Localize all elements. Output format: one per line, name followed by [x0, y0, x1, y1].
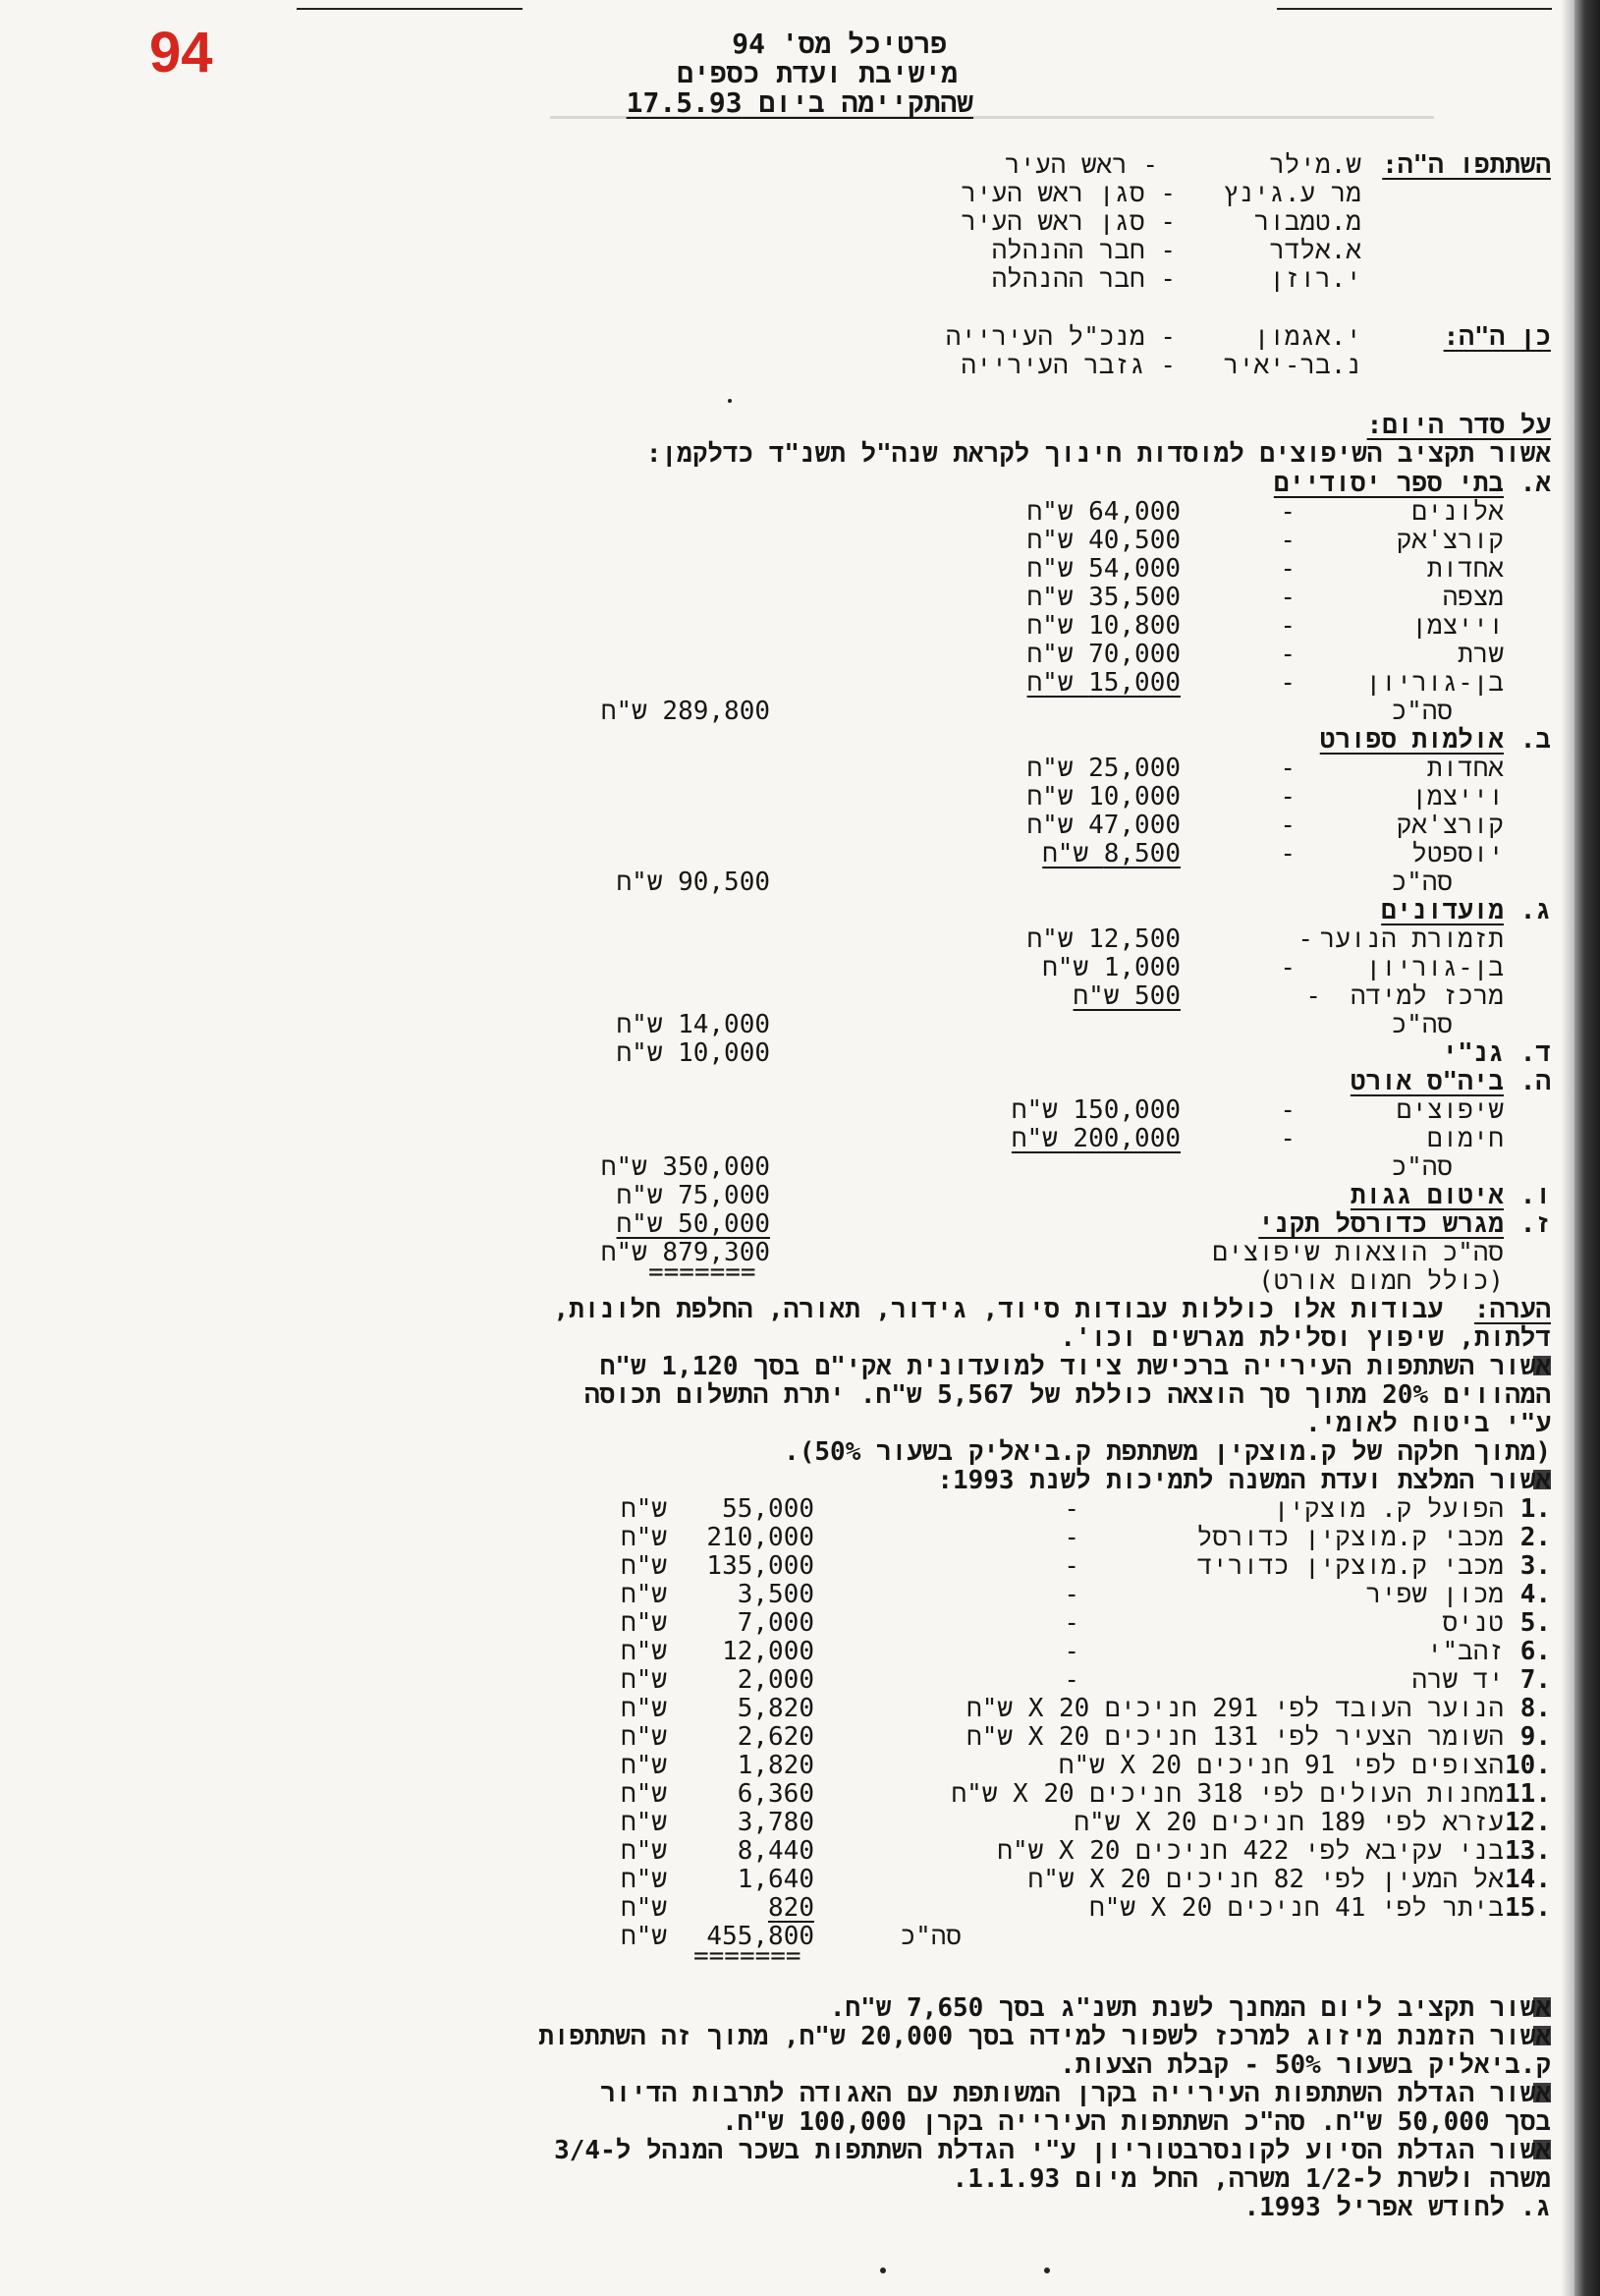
support-currency: ש"ח: [621, 1608, 667, 1638]
paragraph-line: אשור הגדלת השתתפות העירייה בקרן המשותפת עם האגודה לתרבות הדיור: [600, 2079, 1551, 2108]
section-title: ביה"ס אורט: [1350, 1067, 1504, 1096]
support-amount: 12,000: [722, 1637, 814, 1666]
support-name: טניס: [1442, 1608, 1504, 1638]
item-name: וייצמן: [1411, 782, 1504, 812]
item-amount: 10,800 ש"ח: [1026, 611, 1181, 641]
footer-dot: [1044, 2268, 1050, 2273]
meeting-title: מישיבת ועדת כספים: [677, 57, 958, 89]
paragraph-line: אשור הזמנת מיזוג למרכז לשפור למידה בסך 20,000 ש"ח, מתוך זה השתתפות: [538, 2022, 1551, 2051]
dash: -: [1280, 611, 1296, 641]
section-title: בתי ספר יסודיים: [1273, 469, 1504, 498]
support-currency: ש"ח: [621, 1893, 667, 1923]
item-name: אלונים: [1411, 497, 1504, 527]
grand-total-amount: 879,300 ש"ח: [600, 1238, 770, 1267]
dash: -: [1064, 1580, 1079, 1609]
item-amount: 500 ש"ח: [1073, 981, 1181, 1011]
subtotal-label: סה"כ: [1391, 1152, 1453, 1182]
footer-dot: [880, 2268, 886, 2273]
paragraph-line: המהווים 20% מתוך סך הוצאה כוללת של 5,567 ש"ח. יתרת התשלום תכוסה: [583, 1380, 1551, 1410]
item-amount: 54,000 ש"ח: [1026, 554, 1181, 584]
paragraph-line: משרה ולשרת ל-1/2 משרה, החל מיום 1.1.93.: [952, 2164, 1551, 2194]
subtotal-amount: 90,500 ש"ח: [616, 868, 770, 897]
dash: -: [1280, 583, 1296, 612]
support-currency: ש"ח: [621, 1551, 667, 1581]
support-amount: 2,000: [737, 1665, 814, 1695]
subtotal-amount: 289,800 ש"ח: [600, 697, 770, 726]
item-name: יוספטל: [1411, 839, 1504, 868]
paragraph-line: אשור תקציב ליום המחנך לשנת תשנ"ג בסך 7,650 ש"ח.: [829, 1993, 1551, 2023]
top-rule-right: [1277, 8, 1552, 10]
top-rule-left: [297, 8, 523, 10]
item-name: קורצ'אק: [1396, 526, 1504, 555]
support-total-currency: ש"ח: [621, 1922, 667, 1951]
row-number: 15.: [1505, 1893, 1551, 1923]
paragraph-line: (מתוך חלקה של ק.מוצקין משתתפת ק.ביאליק בשעור 50%).: [784, 1437, 1551, 1467]
paragraph-line: אשור השתתפות העירייה ברכישת ציוד למועדונית אקי"ם בסך 1,120 ש"ח: [599, 1352, 1551, 1381]
support-amount: 1,820: [737, 1751, 814, 1780]
item-amount: 47,000 ש"ח: [1026, 811, 1181, 840]
support-amount: 3,780: [737, 1808, 814, 1837]
subtotal-label: סה"כ: [1391, 697, 1453, 726]
staff-role: - מנכ"ל העירייה: [945, 322, 1176, 352]
section-title: מגרש כדורסל תקני: [1258, 1209, 1504, 1239]
dash: -: [1305, 981, 1321, 1011]
row-number: 1.: [1519, 1494, 1551, 1524]
meeting-date: שהתקיימה ביום 17.5.93: [626, 86, 973, 119]
support-total-label: סה"כ: [900, 1922, 962, 1951]
dash: -: [1280, 782, 1296, 812]
support-amount: 1,640: [737, 1865, 814, 1894]
row-number: 13.: [1505, 1836, 1551, 1866]
section-letter: ה.: [1519, 1067, 1551, 1096]
item-amount: 70,000 ש"ח: [1026, 640, 1181, 669]
row-number: 9.: [1519, 1722, 1551, 1752]
support-amount: 210,000: [706, 1523, 814, 1552]
paragraph-line: ק.ביאליק בשעור 50% - קבלת הצעות.: [1060, 2050, 1551, 2080]
subtotal-amount: 75,000 ש"ח: [616, 1181, 770, 1210]
support-currency: ש"ח: [621, 1494, 667, 1524]
support-currency: ש"ח: [621, 1580, 667, 1609]
dash: -: [1280, 526, 1296, 555]
row-number: 6.: [1519, 1637, 1551, 1666]
agenda-label: על סדר היום:: [1366, 411, 1551, 440]
item-name: תזמורת הנוער: [1319, 924, 1504, 954]
subtotal-label: סה"כ: [1391, 1010, 1453, 1039]
dash: -: [1280, 839, 1296, 868]
support-name: מכבי ק.מוצקין כדוריד: [1196, 1551, 1504, 1581]
support-amount: 7,000: [737, 1608, 814, 1638]
staff-name: נ.בר-יאיר: [1223, 351, 1361, 380]
row-number: 7.: [1519, 1665, 1551, 1695]
support-title: אשור המלצת ועדת המשנה לתמיכות לשנת 1993:: [937, 1466, 1551, 1495]
support-name: מכון שפיר: [1365, 1580, 1504, 1609]
support-currency: ש"ח: [621, 1779, 667, 1809]
grand-total-note: (כולל חמום אורט): [1258, 1266, 1504, 1296]
subtotal-amount: 50,000 ש"ח: [616, 1209, 770, 1239]
dash: -: [1064, 1523, 1079, 1552]
item-name: בן-גוריון: [1365, 953, 1504, 982]
support-name: מחנות העולים לפי 318 חניכים X 20 ש"ח: [951, 1779, 1504, 1809]
section-letter: ו.: [1519, 1181, 1551, 1210]
staff-name: י.אגמון: [1253, 322, 1361, 352]
staff-label: כן ה"ה:: [1443, 322, 1551, 352]
support-currency: ש"ח: [621, 1637, 667, 1666]
dash: -: [1064, 1665, 1079, 1695]
support-name: עזרא לפי 189 חניכים X 20 ש"ח: [1074, 1808, 1504, 1837]
note-text: עבודות אלו כוללות עבודות סיוד, גידור, תאורה, החלפת חלונות,: [553, 1295, 1443, 1324]
participant-role: - סגן ראש העיר: [961, 179, 1176, 208]
row-number: 12.: [1505, 1808, 1551, 1837]
item-amount: 40,500 ש"ח: [1026, 526, 1181, 555]
participant-role: - סגן ראש העיר: [961, 207, 1176, 237]
section-title: איטום גגות: [1350, 1181, 1504, 1210]
subtotal-amount: 14,000 ש"ח: [616, 1010, 770, 1039]
paragraph-line: בסך 50,000 ש"ח. סה"כ השתתפות העירייה בקרן 100,000 ש"ח.: [722, 2107, 1551, 2137]
item-name: אחדות: [1426, 554, 1504, 584]
dash: -: [1280, 668, 1296, 698]
section-letter: ב.: [1519, 725, 1551, 755]
support-currency: ש"ח: [621, 1865, 667, 1894]
item-amount: 25,000 ש"ח: [1026, 754, 1181, 783]
row-number: 2.: [1519, 1523, 1551, 1552]
staff-role: - גזבר העירייה: [961, 351, 1176, 380]
support-currency: ש"ח: [621, 1722, 667, 1752]
dash: -: [1064, 1551, 1079, 1581]
support-name: הצופים לפי 91 חניכים X 20 ש"ח: [1058, 1751, 1504, 1780]
item-amount: 200,000 ש"ח: [1011, 1124, 1181, 1153]
dash: -: [1280, 754, 1296, 783]
participant-role: - חבר ההנהלה: [991, 264, 1176, 294]
dash: -: [1280, 497, 1296, 527]
dash: -: [1280, 1124, 1296, 1153]
section-title: אולמות ספורט: [1319, 725, 1504, 755]
subtotal-amount: 10,000 ש"ח: [616, 1038, 770, 1068]
support-amount: 135,000: [706, 1551, 814, 1581]
item-name: מרכז למידה: [1350, 981, 1504, 1011]
dash: -: [1064, 1637, 1079, 1666]
item-amount: 15,000 ש"ח: [1026, 668, 1181, 698]
support-currency: ש"ח: [621, 1523, 667, 1552]
speck: [728, 399, 732, 403]
dash: -: [1280, 1095, 1296, 1125]
subtotal-label: סה"כ: [1391, 868, 1453, 897]
note-text: דלתות, שיפוץ וסלילת מגרשים וכו'.: [1060, 1323, 1551, 1353]
item-name: שרת: [1458, 640, 1504, 669]
support-amount: 3,500: [737, 1580, 814, 1609]
page-number: 94: [149, 21, 213, 84]
participant-name: מר ע.גינץ: [1223, 179, 1361, 208]
item-name: אחדות: [1426, 754, 1504, 783]
support-amount: 5,820: [737, 1694, 814, 1723]
item-name: בן-גוריון: [1365, 668, 1504, 698]
participants-label: השתתפו ה"ה:: [1382, 150, 1551, 180]
support-currency: ש"ח: [621, 1665, 667, 1695]
page-edge-dark: [1574, 0, 1600, 2296]
dash: -: [1280, 640, 1296, 669]
participant-role: - ראש העיר: [1004, 150, 1158, 180]
support-name: בני עקיבא לפי 422 חניכים X 20 ש"ח: [997, 1836, 1504, 1866]
item-name: מצפה: [1442, 583, 1504, 612]
item-name: שיפוצים: [1396, 1095, 1504, 1125]
support-name: מכבי ק.מוצקין כדורסל: [1196, 1523, 1504, 1552]
section-letter: א.: [1519, 469, 1551, 498]
subtotal-amount: 350,000 ש"ח: [600, 1152, 770, 1182]
participant-name: י.רוזן: [1269, 264, 1361, 294]
item-amount: 1,000 ש"ח: [1042, 953, 1181, 982]
participant-name: ש.מילר: [1269, 150, 1361, 180]
item-amount: 150,000 ש"ח: [1011, 1095, 1181, 1125]
row-number: 3.: [1519, 1551, 1551, 1581]
support-amount: 6,360: [737, 1779, 814, 1809]
participant-name: מ.טמבור: [1253, 207, 1361, 237]
section-letter: ד.: [1519, 1038, 1551, 1068]
double-rule: =======: [693, 1941, 801, 1971]
participant-name: א.אלדר: [1269, 236, 1361, 265]
page-edge-shadow: [1561, 0, 1574, 2296]
support-currency: ש"ח: [621, 1808, 667, 1837]
support-currency: ש"ח: [621, 1836, 667, 1866]
paragraph-line: ג. לחודש אפריל 1993.: [1243, 2193, 1551, 2222]
paragraph-line: ע"י ביטוח לאומי.: [1305, 1409, 1551, 1438]
row-number: 10.: [1505, 1751, 1551, 1780]
row-number: 8.: [1519, 1694, 1551, 1723]
section-title: גנ"י: [1442, 1038, 1504, 1068]
dash: -: [1297, 924, 1313, 954]
row-number: 5.: [1519, 1608, 1551, 1638]
support-name: הנוער העובד לפי 291 חניכים X 20 ש"ח: [966, 1694, 1504, 1723]
dash: -: [1280, 554, 1296, 584]
support-currency: ש"ח: [621, 1694, 667, 1723]
support-amount: 8,440: [737, 1836, 814, 1866]
row-number: 14.: [1505, 1865, 1551, 1894]
support-name: השומר הצעיר לפי 131 חניכים X 20 ש"ח: [966, 1722, 1504, 1752]
support-amount: 2,620: [737, 1722, 814, 1752]
support-name: הפועל ק. מוצקין: [1273, 1494, 1504, 1524]
participant-role: - חבר ההנהלה: [991, 236, 1176, 265]
grand-total-label: סה"כ הוצאות שיפוצים: [1212, 1238, 1504, 1267]
support-amount: 55,000: [722, 1494, 814, 1524]
item-amount: 10,000 ש"ח: [1026, 782, 1181, 812]
dash: -: [1064, 1608, 1079, 1638]
support-name: יד שרה: [1411, 1665, 1504, 1695]
paragraph-line: אשור הגדלת הסיוע לקונסרבטוריון ע"י הגדלת השתתפות בשכר המנהל ל-3/4: [554, 2136, 1551, 2165]
section-letter: ג.: [1519, 896, 1551, 925]
section-title: מועדונים: [1381, 896, 1504, 925]
support-currency: ש"ח: [621, 1751, 667, 1780]
item-amount: 64,000 ש"ח: [1026, 497, 1181, 527]
dash: -: [1280, 953, 1296, 982]
agenda-intro: אשור תקציב השיפוצים למוסדות חינוך לקראת שנה"ל תשנ"ד כדלקמן:: [645, 439, 1551, 469]
support-name: אל המעין לפי 82 חניכים X 20 ש"ח: [1027, 1865, 1504, 1894]
row-number: 11.: [1505, 1779, 1551, 1809]
item-name: קורצ'אק: [1396, 811, 1504, 840]
row-number: 4.: [1519, 1580, 1551, 1609]
dash: -: [1280, 811, 1296, 840]
note-label: הערה:: [1473, 1295, 1551, 1324]
item-name: חימום: [1426, 1124, 1504, 1153]
dash: -: [1064, 1494, 1079, 1524]
section-letter: ז.: [1519, 1209, 1551, 1239]
support-name: ביתר לפי 41 חניכים X 20 ש"ח: [1089, 1893, 1504, 1923]
double-rule: =======: [648, 1258, 756, 1287]
item-amount: 8,500 ש"ח: [1042, 839, 1181, 868]
item-amount: 12,500 ש"ח: [1026, 924, 1181, 954]
support-total-amount: 455,800: [706, 1922, 814, 1951]
item-name: וייצמן: [1411, 611, 1504, 641]
item-amount: 35,500 ש"ח: [1026, 583, 1181, 612]
support-name: זהב"י: [1426, 1637, 1504, 1666]
protocol-title: פרטיכל מס' 94: [732, 28, 947, 60]
support-amount: 820: [768, 1893, 814, 1923]
